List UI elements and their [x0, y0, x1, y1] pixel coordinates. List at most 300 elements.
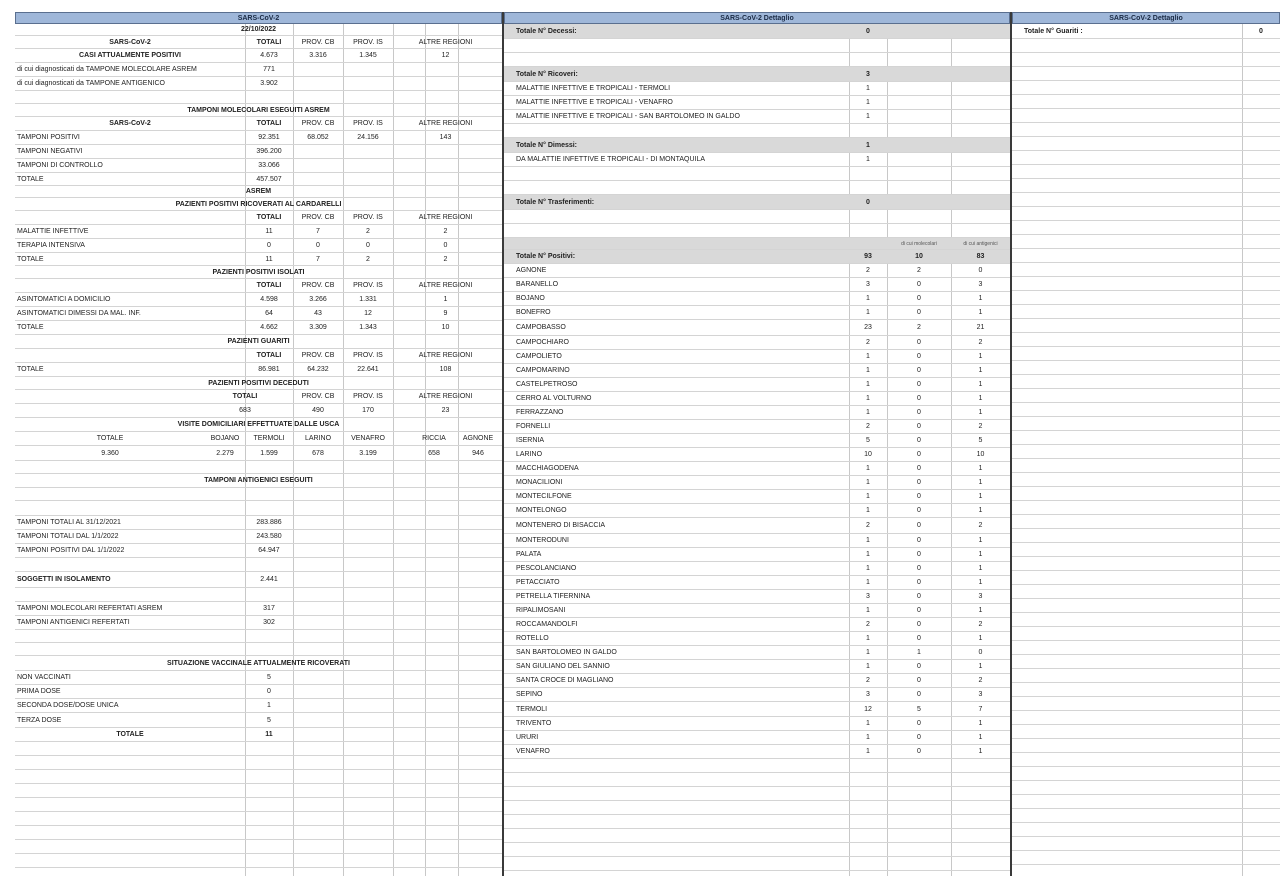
- table-row: [15, 363, 502, 377]
- table-cell: 1: [866, 367, 870, 374]
- table-cell: TOTALE: [17, 324, 44, 331]
- empty-row: [1012, 613, 1280, 627]
- table-cell: 2: [978, 522, 983, 529]
- table-cell: RIPALIMOSANI: [516, 607, 566, 614]
- empty-row: [1012, 543, 1280, 557]
- table-cell: SECONDA DOSE/DOSE UNICA: [17, 702, 119, 709]
- table-cell: 1: [866, 649, 870, 656]
- empty-row: [15, 826, 502, 840]
- empty-row: [1012, 865, 1280, 876]
- table-cell: PROV. IS: [353, 282, 383, 289]
- empty-row: [1012, 809, 1280, 823]
- table-cell: 2: [917, 267, 921, 274]
- table-cell: 0: [917, 479, 921, 486]
- table-row: [504, 688, 1010, 702]
- table-cell: 1: [866, 465, 870, 472]
- empty-row: [1012, 81, 1280, 95]
- table-cell: 10: [976, 451, 985, 458]
- table-row: [15, 501, 502, 516]
- empty-row: [1012, 725, 1280, 739]
- empty-row: [1012, 347, 1280, 361]
- table-cell: 0: [917, 720, 921, 727]
- table-cell: 1: [978, 479, 983, 486]
- table-row: [504, 462, 1010, 476]
- table-cell: 1: [866, 663, 870, 670]
- table-cell: 1: [866, 395, 870, 402]
- table-cell: Totale N° Decessi:: [516, 27, 577, 35]
- table-cell: 1.343: [359, 324, 377, 331]
- table-cell: 3.309: [309, 324, 327, 331]
- table-cell: 658: [428, 449, 440, 457]
- empty-row: [504, 829, 1010, 843]
- table-row: [15, 630, 502, 643]
- empty-row: [15, 854, 502, 868]
- table-cell: 0: [917, 621, 921, 628]
- empty-row: [1012, 263, 1280, 277]
- table-row: [504, 167, 1010, 181]
- table-cell: PRIMA DOSE: [17, 688, 61, 695]
- table-cell: 1: [866, 579, 870, 586]
- table-cell: BOJANO: [210, 435, 240, 442]
- table-cell: 1: [866, 409, 870, 416]
- table-cell: 24.156: [357, 134, 379, 141]
- table-cell: TOTALE: [17, 255, 44, 263]
- empty-row: [1012, 277, 1280, 291]
- table-cell: BONEFRO: [516, 309, 551, 316]
- table-cell: 1: [866, 85, 870, 92]
- table-row: [15, 699, 502, 713]
- table-cell: 1: [866, 551, 870, 558]
- table-cell: Totale N° Guariti :: [1024, 27, 1083, 35]
- empty-row: [504, 843, 1010, 857]
- table-cell: 1: [866, 141, 870, 149]
- table-cell: 12: [364, 310, 372, 317]
- empty-row: [1012, 627, 1280, 641]
- table-cell: 2: [978, 677, 983, 684]
- table-cell: 3: [866, 593, 870, 600]
- empty-row: [1012, 515, 1280, 529]
- table-cell: SAN BARTOLOMEO IN GALDO: [516, 649, 617, 656]
- table-row: [504, 39, 1010, 53]
- table-row: [15, 159, 502, 173]
- table-row: [504, 576, 1010, 590]
- table-cell: 0: [917, 295, 921, 302]
- table-cell: 0: [917, 367, 921, 374]
- table-cell: TAMPONI TOTALI DAL 1/1/2022: [17, 533, 119, 540]
- table-cell: 0: [917, 507, 921, 514]
- table-cell: 1: [978, 537, 983, 544]
- table-row: [15, 432, 502, 446]
- table-cell: TOTALI: [232, 393, 258, 400]
- table-cell: 0: [917, 635, 921, 642]
- table-row: [15, 390, 502, 404]
- table-cell: 64: [265, 310, 273, 317]
- table-row: [504, 406, 1010, 420]
- table-cell: 0: [366, 242, 370, 249]
- table-cell: RICCIA: [422, 435, 446, 442]
- empty-row: [1012, 235, 1280, 249]
- table-row: [504, 548, 1010, 562]
- table-cell: TERMOLI: [516, 705, 548, 713]
- table-cell: PAZIENTI GUARITI: [227, 338, 290, 345]
- table-cell: 0: [917, 281, 921, 288]
- table-cell: 4.598: [260, 296, 278, 303]
- empty-row: [1012, 431, 1280, 445]
- empty-row: [1012, 207, 1280, 221]
- table-cell: ALTRE REGIONI: [418, 393, 473, 400]
- table-cell: 3.316: [309, 52, 327, 59]
- table-row: [15, 474, 502, 488]
- table-row: [504, 238, 1010, 250]
- table-row: [504, 490, 1010, 504]
- table-cell: BOJANO: [516, 295, 545, 302]
- table-cell: 1: [866, 493, 870, 500]
- table-cell: 64.947: [258, 547, 280, 554]
- empty-row: [1012, 641, 1280, 655]
- table-cell: URURI: [516, 734, 539, 741]
- table-cell: 21: [976, 324, 985, 331]
- table-cell: SAN GIULIANO DEL SANNIO: [516, 663, 610, 670]
- table-cell: 1: [866, 353, 870, 360]
- table-row: [15, 253, 502, 266]
- table-cell: 1: [866, 113, 870, 120]
- table-cell: 2: [366, 228, 370, 235]
- table-row: [504, 660, 1010, 674]
- table-cell: 2: [866, 423, 870, 430]
- table-cell: 1: [978, 607, 983, 614]
- table-cell: TAMPONI MOLECOLARI REFERTATI ASREM: [17, 605, 163, 612]
- table-row: [504, 731, 1010, 745]
- table-cell: PROV. CB: [301, 393, 335, 400]
- panel-header: SARS-CoV-2 Dettaglio: [1012, 12, 1280, 24]
- table-cell: 10: [864, 451, 872, 458]
- table-row: [15, 671, 502, 685]
- table-cell: 1: [866, 99, 870, 106]
- table-cell: 1: [866, 537, 870, 544]
- table-cell: SITUAZIONE VACCINALE ATTUALMENTE RICOVERATI: [167, 659, 350, 667]
- table-row: [504, 434, 1010, 448]
- empty-row: [504, 787, 1010, 801]
- table-row: [504, 518, 1010, 534]
- table-cell: 1: [866, 635, 870, 642]
- empty-row: [1012, 599, 1280, 613]
- table-cell: 302: [263, 619, 275, 626]
- table-row: [15, 91, 502, 104]
- table-cell: 0: [917, 691, 921, 698]
- table-row: [504, 224, 1010, 238]
- table-cell: 3.266: [309, 296, 327, 303]
- table-cell: 11: [265, 255, 273, 263]
- table-cell: PALATA: [516, 551, 542, 558]
- empty-row: [1012, 823, 1280, 837]
- table-row: [15, 198, 502, 211]
- table-row: [15, 279, 502, 293]
- table-cell: CERRO AL VOLTURNO: [516, 395, 592, 402]
- table-row: [504, 504, 1010, 518]
- table-cell: ROTELLO: [516, 635, 549, 642]
- empty-row: [1012, 711, 1280, 725]
- empty-row: [1012, 781, 1280, 795]
- table-row: [15, 728, 502, 742]
- table-cell: MONTELONGO: [516, 507, 567, 514]
- table-row: [15, 656, 502, 671]
- table-cell: 1: [866, 156, 870, 163]
- empty-row: [504, 773, 1010, 787]
- empty-row: [1012, 137, 1280, 151]
- table-cell: TAMPONI DI CONTROLLO: [17, 162, 103, 169]
- table-cell: 3: [866, 691, 870, 698]
- table-cell: 0: [917, 522, 921, 529]
- empty-row: [1012, 291, 1280, 305]
- table-cell: 0: [917, 493, 921, 500]
- sars-cov-2-summary-panel: [15, 12, 504, 876]
- table-row: [15, 418, 502, 432]
- table-cell: 3: [978, 691, 983, 698]
- table-cell: 0: [917, 381, 921, 388]
- table-cell: 1.331: [359, 296, 377, 303]
- table-cell: MALATTIE INFETTIVE E TROPICALI - TERMOLI: [516, 85, 671, 92]
- empty-row: [1012, 221, 1280, 235]
- table-cell: 83: [976, 253, 985, 260]
- table-cell: PROV. IS: [353, 352, 383, 359]
- table-cell: 1: [978, 663, 983, 670]
- table-cell: 1: [443, 296, 448, 303]
- table-cell: 4.662: [260, 324, 278, 331]
- empty-row: [1012, 403, 1280, 417]
- empty-row: [1012, 179, 1280, 193]
- table-cell: FERRAZZANO: [516, 409, 564, 416]
- empty-row: [504, 801, 1010, 815]
- table-cell: 1: [267, 702, 271, 709]
- empty-row: [15, 756, 502, 770]
- table-cell: 7: [978, 705, 983, 713]
- empty-row: [1012, 389, 1280, 403]
- table-cell: ALTRE REGIONI: [418, 352, 473, 359]
- table-cell: PAZIENTI POSITIVI DECEDUTI: [208, 379, 309, 387]
- table-cell: 2: [917, 324, 921, 331]
- table-row: [504, 264, 1010, 278]
- empty-row: [1012, 319, 1280, 333]
- empty-row: [1012, 361, 1280, 375]
- table-cell: SOGGETTI IN ISOLAMENTO: [17, 576, 111, 583]
- table-cell: AGNONE: [462, 435, 494, 442]
- table-cell: 10: [915, 253, 923, 260]
- table-cell: 10: [441, 324, 450, 331]
- empty-row: [15, 784, 502, 798]
- empty-row: [1012, 571, 1280, 585]
- table-cell: 3: [978, 281, 983, 288]
- table-cell: 1: [866, 607, 870, 614]
- table-row: [15, 36, 502, 49]
- table-cell: LARINO: [516, 451, 543, 458]
- table-cell: PROV. CB: [301, 282, 335, 289]
- table-cell: 43: [314, 310, 322, 317]
- table-cell: 0: [917, 579, 921, 586]
- empty-row: [1012, 795, 1280, 809]
- table-cell: PAZIENTI POSITIVI RICOVERATI AL CARDARELLI: [175, 200, 342, 208]
- table-row: [1012, 24, 1280, 39]
- table-cell: 2.279: [216, 449, 234, 457]
- table-cell: 490: [312, 407, 324, 414]
- table-cell: 0: [1259, 27, 1263, 35]
- table-row: [504, 24, 1010, 39]
- table-cell: TERAPIA INTENSIVA: [17, 242, 85, 249]
- table-cell: FORNELLI: [516, 423, 551, 430]
- table-cell: TERZA DOSE: [17, 716, 62, 724]
- table-cell: 1: [978, 720, 983, 727]
- table-cell: 1: [978, 635, 983, 642]
- table-row: [504, 250, 1010, 264]
- table-cell: 1: [978, 367, 983, 374]
- table-row: [15, 572, 502, 588]
- table-cell: PETRELLA TIFERNINA: [516, 593, 591, 600]
- panel-header: SARS-CoV-2 Dettaglio: [504, 12, 1010, 24]
- table-cell: TAMPONI TOTALI AL 31/12/2021: [17, 519, 121, 526]
- table-cell: TRIVENTO: [516, 720, 552, 727]
- table-row: [504, 604, 1010, 618]
- table-cell: 7: [316, 228, 320, 235]
- table-cell: 0: [978, 267, 983, 274]
- table-cell: 5: [267, 716, 271, 724]
- table-cell: 0: [917, 607, 921, 614]
- table-cell: 0: [917, 409, 921, 416]
- empty-row: [1012, 333, 1280, 347]
- table-cell: 0: [917, 451, 921, 458]
- empty-row: [1012, 165, 1280, 179]
- table-cell: 0: [917, 437, 921, 444]
- table-row: [15, 544, 502, 558]
- table-row: [504, 717, 1010, 731]
- table-row: [15, 49, 502, 63]
- table-row: [15, 77, 502, 91]
- table-cell: PETACCIATO: [516, 579, 560, 586]
- empty-row: [1012, 473, 1280, 487]
- table-row: [15, 307, 502, 321]
- table-row: [15, 131, 502, 145]
- empty-row: [1012, 193, 1280, 207]
- table-cell: 283.886: [256, 519, 282, 526]
- table-cell: PROV. CB: [301, 38, 335, 46]
- table-cell: TOTALI: [256, 352, 282, 359]
- table-cell: 0: [917, 339, 921, 346]
- table-row: [15, 558, 502, 572]
- table-cell: DA MALATTIE INFETTIVE E TROPICALI - DI MONTAQUILA: [516, 156, 706, 163]
- table-cell: 1: [866, 507, 870, 514]
- table-cell: 0: [267, 242, 271, 249]
- empty-row: [1012, 683, 1280, 697]
- table-cell: 108: [439, 366, 452, 373]
- table-cell: 7: [316, 255, 320, 263]
- table-cell: TOTALI: [256, 282, 282, 289]
- table-cell: 0: [917, 423, 921, 430]
- panel-header: SARS-CoV-2: [15, 12, 502, 24]
- table-cell: TOTALI: [256, 120, 282, 127]
- table-cell: 4.673: [260, 52, 278, 59]
- empty-row: [15, 812, 502, 826]
- table-cell: PROV. CB: [301, 120, 335, 127]
- table-row: [15, 24, 502, 36]
- table-cell: 3: [866, 70, 870, 78]
- table-cell: CAMPOLIETO: [516, 353, 562, 360]
- table-cell: 1: [978, 579, 983, 586]
- empty-row: [1012, 459, 1280, 473]
- table-cell: VISITE DOMICILIARI EFFETTUATE DALLE USCA: [177, 421, 340, 428]
- table-cell: 0: [316, 242, 320, 249]
- table-cell: 1.345: [359, 52, 377, 59]
- empty-row: [15, 770, 502, 784]
- table-row: [504, 646, 1010, 660]
- table-cell: 5: [917, 705, 921, 713]
- table-cell: ASINTOMATICI DIMESSI DA MAL. INF.: [17, 310, 141, 317]
- table-row: [15, 713, 502, 728]
- empty-row: [1012, 249, 1280, 263]
- table-cell: di cui diagnosticati da TAMPONE MOLECOLARE ASREM: [17, 66, 197, 73]
- table-cell: 1: [978, 381, 983, 388]
- table-cell: Totale N° Dimessi:: [516, 141, 578, 149]
- table-cell: 0: [917, 748, 921, 755]
- table-cell: 1: [978, 565, 983, 572]
- empty-row: [15, 742, 502, 756]
- table-cell: CAMPOCHIARO: [516, 339, 569, 346]
- table-cell: 1: [978, 551, 983, 558]
- table-cell: 1: [978, 507, 983, 514]
- table-cell: 11: [265, 228, 273, 235]
- table-row: [504, 534, 1010, 548]
- table-cell: 2: [978, 423, 983, 430]
- table-cell: 5: [866, 437, 870, 444]
- table-row: [504, 632, 1010, 646]
- table-cell: PAZIENTI POSITIVI ISOLATI: [212, 268, 305, 276]
- table-cell: MONTECILFONE: [516, 493, 572, 500]
- table-row: [15, 602, 502, 616]
- table-cell: CAMPOBASSO: [516, 324, 566, 331]
- table-cell: SEPINO: [516, 691, 543, 698]
- empty-row: [504, 759, 1010, 773]
- table-cell: TOTALE: [17, 175, 44, 183]
- table-cell: NON VACCINATI: [17, 674, 71, 681]
- table-cell: VENAFRO: [516, 748, 550, 755]
- empty-row: [1012, 585, 1280, 599]
- table-row: [504, 306, 1010, 320]
- table-cell: 0: [917, 537, 921, 544]
- table-cell: 9: [443, 310, 448, 317]
- table-row: [15, 225, 502, 239]
- table-cell: 771: [263, 66, 275, 73]
- table-cell: 1: [978, 353, 983, 360]
- table-cell: 1: [978, 465, 983, 472]
- table-cell: di cui diagnosticati da TAMPONE ANTIGENICO: [17, 80, 165, 87]
- table-cell: PROV. CB: [301, 352, 335, 359]
- table-row: [15, 173, 502, 186]
- table-cell: CASI ATTUALMENTE POSITIVI: [79, 52, 181, 59]
- table-cell: Totale N° Trasferimenti:: [516, 198, 595, 206]
- table-cell: 1: [866, 479, 870, 486]
- table-cell: 1: [866, 734, 870, 741]
- table-cell: 12: [441, 52, 450, 59]
- empty-row: [1012, 39, 1280, 53]
- table-row: [15, 145, 502, 159]
- table-cell: 1: [978, 309, 983, 316]
- table-cell: TAMPONI ANTIGENICI ESEGUITI: [204, 477, 313, 484]
- table-cell: 1: [978, 409, 983, 416]
- table-cell: ALTRE REGIONI: [418, 214, 473, 221]
- table-cell: 2: [866, 522, 870, 529]
- table-row: [15, 349, 502, 363]
- table-cell: 9.360: [101, 449, 119, 457]
- table-cell: 0: [443, 242, 448, 249]
- table-row: [504, 590, 1010, 604]
- empty-row: [1012, 95, 1280, 109]
